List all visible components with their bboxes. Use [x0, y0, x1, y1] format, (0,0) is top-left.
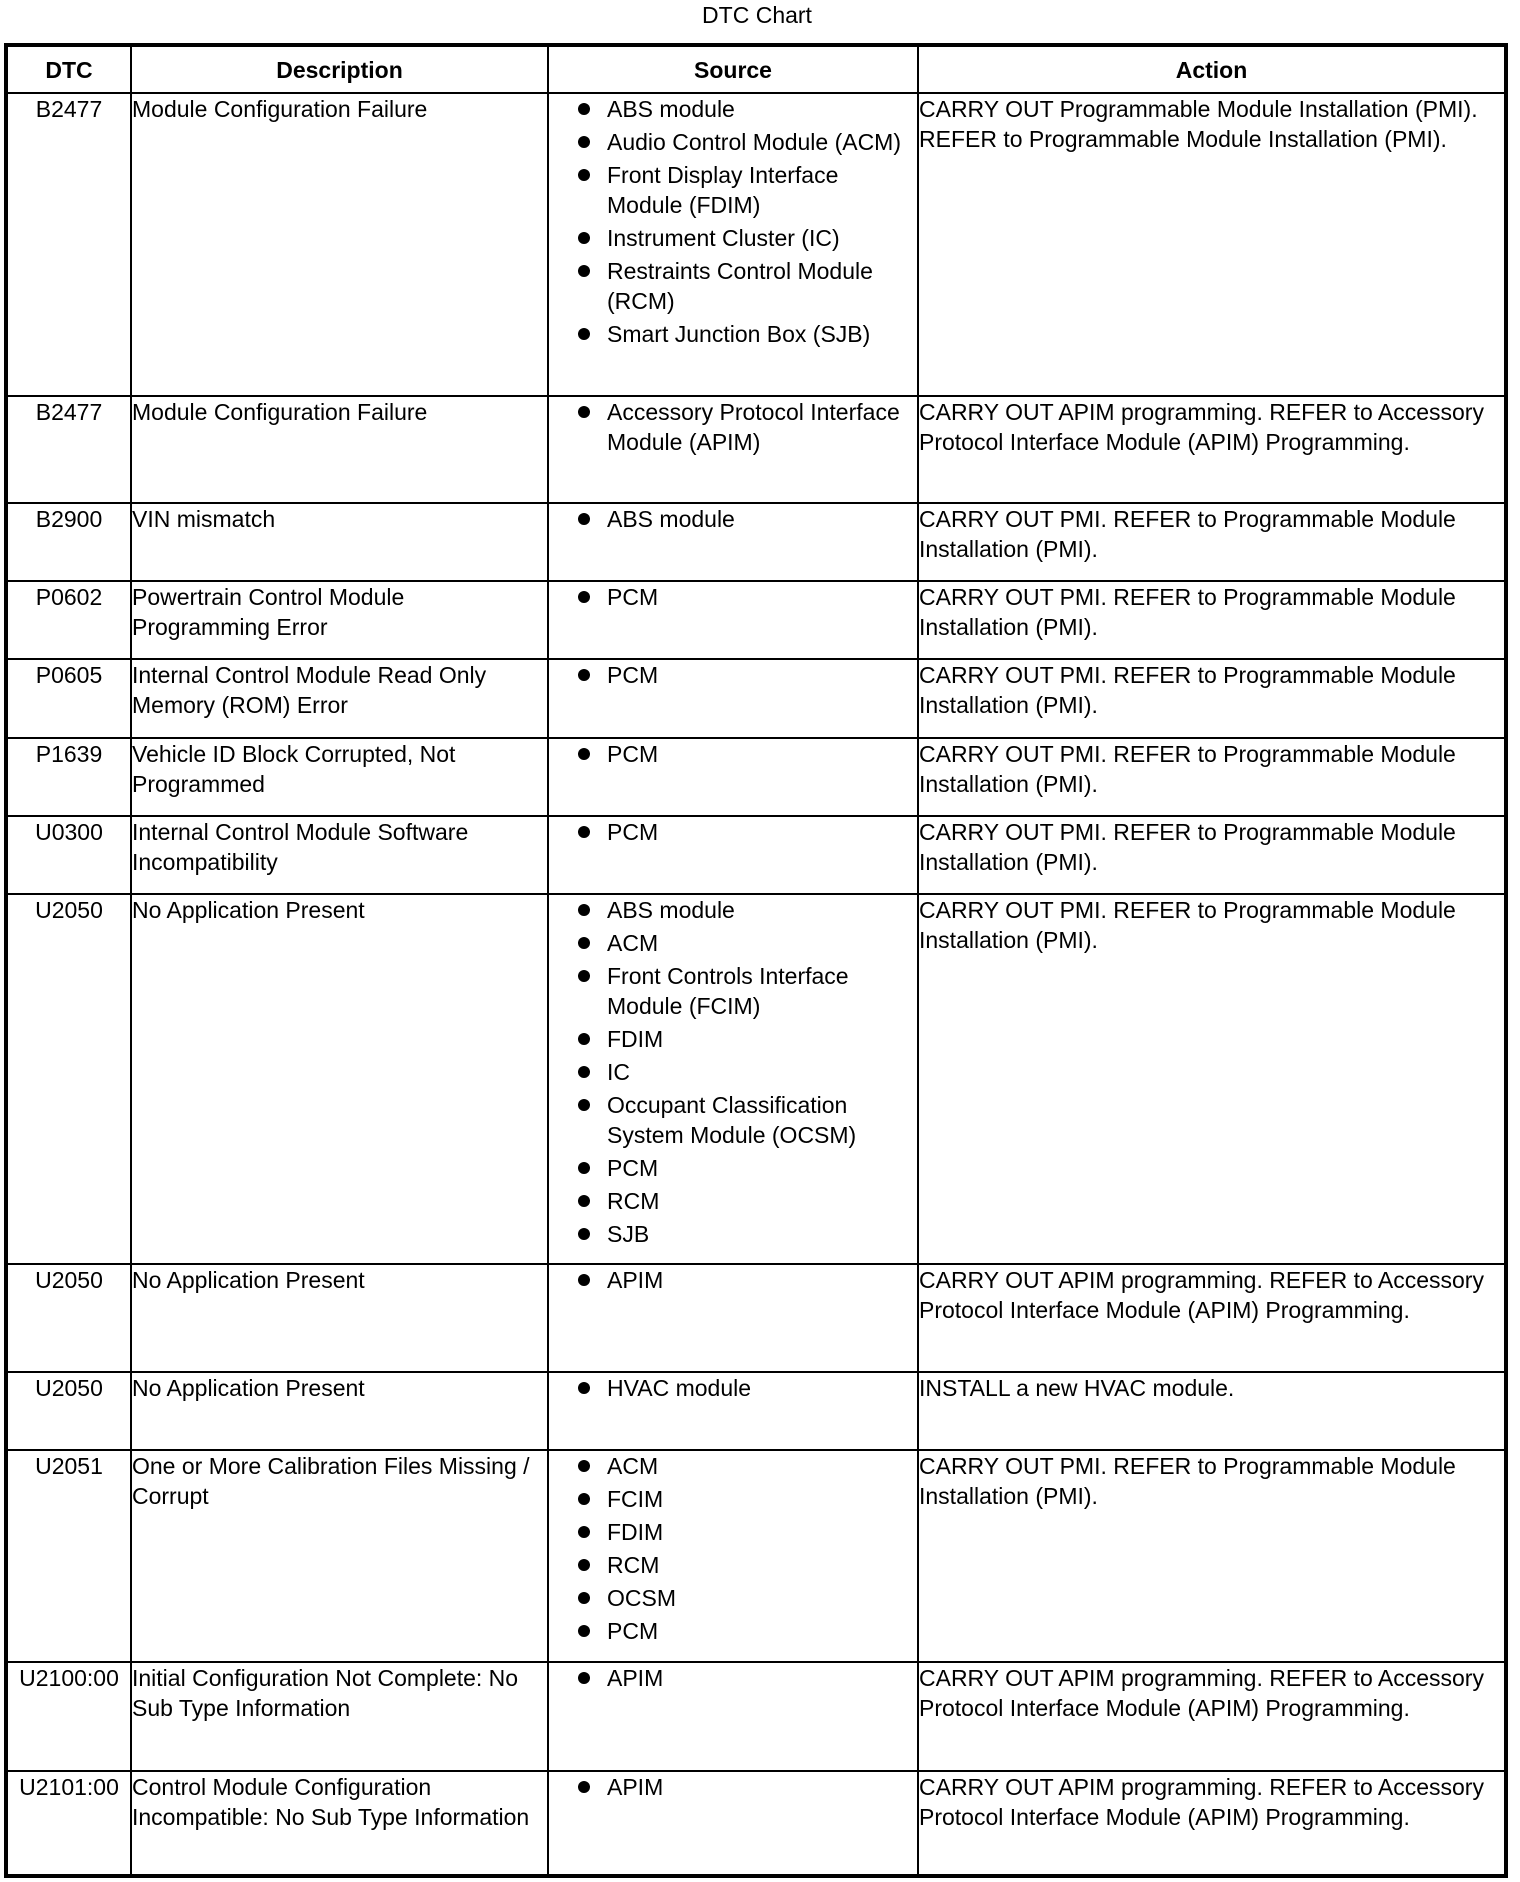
source-list [549, 1772, 917, 1802]
source-list-item: Front Display Interface Module (FDIM) [607, 160, 907, 220]
dtc-source [548, 738, 918, 816]
dtc-code: P1639 [6, 738, 131, 816]
table-row [6, 396, 1506, 503]
dtc-action: CARRY OUT PMI. REFER to Programmable Module Installation (PMI). [918, 894, 1506, 1264]
dtc-code: U2051 [6, 1450, 131, 1662]
dtc-description: Initial Configuration Not Complete: No Sub Type Information [131, 1662, 548, 1771]
source-list [549, 1373, 917, 1403]
source-list-item: ABS module [607, 895, 907, 925]
source-list [549, 895, 917, 1249]
dtc-description: Powertrain Control Module Programming Error [131, 581, 548, 659]
source-list-item: Instrument Cluster (IC) [607, 223, 907, 253]
dtc-description: Vehicle ID Block Corrupted, Not Programmed [131, 738, 548, 816]
dtc-action: CARRY OUT PMI. REFER to Programmable Module Installation (PMI). [918, 503, 1506, 581]
table-row [6, 1662, 1506, 1771]
table-row [6, 93, 1506, 396]
dtc-action: CARRY OUT APIM programming. REFER to Accessory Protocol Interface Module (APIM) Programming. [918, 396, 1506, 503]
source-list-item: Audio Control Module (ACM) [607, 127, 907, 157]
source-list-item: Accessory Protocol Interface Module (APIM) [607, 397, 907, 457]
source-list-item: PCM [607, 1616, 907, 1646]
table-header-row [6, 45, 1506, 93]
source-list-item: ACM [607, 1451, 907, 1481]
dtc-action: CARRY OUT Programmable Module Installation (PMI). REFER to Programmable Module Installation (PMI). [918, 93, 1506, 396]
table-body [6, 93, 1506, 1876]
column-header-action: Action [918, 45, 1506, 93]
table-row [6, 1771, 1506, 1876]
dtc-action: CARRY OUT APIM programming. REFER to Accessory Protocol Interface Module (APIM) Programming. [918, 1771, 1506, 1876]
source-list [549, 660, 917, 690]
dtc-code: U2050 [6, 1264, 131, 1372]
source-list [549, 397, 917, 457]
dtc-action: CARRY OUT PMI. REFER to Programmable Module Installation (PMI). [918, 659, 1506, 738]
dtc-source [548, 581, 918, 659]
source-list [549, 582, 917, 612]
dtc-source [548, 93, 918, 396]
dtc-description: No Application Present [131, 1264, 548, 1372]
dtc-action: CARRY OUT APIM programming. REFER to Accessory Protocol Interface Module (APIM) Programming. [918, 1264, 1506, 1372]
source-list [549, 1451, 917, 1646]
dtc-source [548, 1264, 918, 1372]
column-header-source: Source [548, 45, 918, 93]
source-list-item: ABS module [607, 504, 907, 534]
dtc-code: U2050 [6, 1372, 131, 1450]
dtc-description: Module Configuration Failure [131, 396, 548, 503]
table-row [6, 894, 1506, 1264]
dtc-source [548, 1450, 918, 1662]
source-list-item: Occupant Classification System Module (OCSM) [607, 1090, 907, 1150]
table-row [6, 659, 1506, 738]
dtc-description: VIN mismatch [131, 503, 548, 581]
dtc-code: B2900 [6, 503, 131, 581]
source-list-item: Smart Junction Box (SJB) [607, 319, 907, 349]
dtc-code: U0300 [6, 816, 131, 894]
column-header-description: Description [131, 45, 548, 93]
source-list-item: SJB [607, 1219, 907, 1249]
dtc-action: CARRY OUT PMI. REFER to Programmable Module Installation (PMI). [918, 816, 1506, 894]
source-list-item: APIM [607, 1772, 907, 1802]
dtc-description: No Application Present [131, 1372, 548, 1450]
source-list-item: ABS module [607, 94, 907, 124]
dtc-table [4, 43, 1508, 1878]
table-row [6, 738, 1506, 816]
source-list-item: FDIM [607, 1517, 907, 1547]
source-list-item: PCM [607, 817, 907, 847]
table-row [6, 816, 1506, 894]
dtc-action: CARRY OUT PMI. REFER to Programmable Module Installation (PMI). [918, 1450, 1506, 1662]
source-list-item: RCM [607, 1550, 907, 1580]
dtc-code: P0602 [6, 581, 131, 659]
source-list [549, 1265, 917, 1295]
column-header-dtc: DTC [6, 45, 131, 93]
source-list-item: PCM [607, 1153, 907, 1183]
dtc-code: U2100:00 [6, 1662, 131, 1771]
table-row [6, 1450, 1506, 1662]
dtc-description: Control Module Configuration Incompatible: No Sub Type Information [131, 1771, 548, 1876]
source-list-item: FDIM [607, 1024, 907, 1054]
dtc-action: INSTALL a new HVAC module. [918, 1372, 1506, 1450]
dtc-source [548, 503, 918, 581]
source-list-item: RCM [607, 1186, 907, 1216]
source-list-item: APIM [607, 1663, 907, 1693]
dtc-description: Module Configuration Failure [131, 93, 548, 396]
source-list-item: APIM [607, 1265, 907, 1295]
dtc-source [548, 1372, 918, 1450]
dtc-source [548, 659, 918, 738]
source-list [549, 817, 917, 847]
dtc-action: CARRY OUT PMI. REFER to Programmable Module Installation (PMI). [918, 738, 1506, 816]
source-list-item: HVAC module [607, 1373, 907, 1403]
dtc-description: Internal Control Module Software Incompatibility [131, 816, 548, 894]
source-list-item: Restraints Control Module (RCM) [607, 256, 907, 316]
dtc-source [548, 894, 918, 1264]
dtc-source [548, 1771, 918, 1876]
page-title: DTC Chart [702, 2, 812, 28]
source-list-item: Front Controls Interface Module (FCIM) [607, 961, 907, 1021]
table-row [6, 1264, 1506, 1372]
source-list [549, 94, 917, 349]
table-row [6, 581, 1506, 659]
source-list-item: IC [607, 1057, 907, 1087]
dtc-code: B2477 [6, 396, 131, 503]
source-list-item: OCSM [607, 1583, 907, 1613]
dtc-action: CARRY OUT APIM programming. REFER to Accessory Protocol Interface Module (APIM) Programming. [918, 1662, 1506, 1771]
dtc-source [548, 1662, 918, 1771]
source-list [549, 1663, 917, 1693]
source-list [549, 739, 917, 769]
source-list-item: FCIM [607, 1484, 907, 1514]
dtc-code: U2050 [6, 894, 131, 1264]
source-list-item: ACM [607, 928, 907, 958]
dtc-code: P0605 [6, 659, 131, 738]
dtc-action: CARRY OUT PMI. REFER to Programmable Module Installation (PMI). [918, 581, 1506, 659]
source-list-item: PCM [607, 582, 907, 612]
table-row [6, 1372, 1506, 1450]
dtc-description: One or More Calibration Files Missing / Corrupt [131, 1450, 548, 1662]
dtc-code: B2477 [6, 93, 131, 396]
source-list-item: PCM [607, 660, 907, 690]
dtc-description: No Application Present [131, 894, 548, 1264]
dtc-source [548, 396, 918, 503]
dtc-description: Internal Control Module Read Only Memory (ROM) Error [131, 659, 548, 738]
dtc-source [548, 816, 918, 894]
source-list [549, 504, 917, 534]
source-list-item: PCM [607, 739, 907, 769]
dtc-code: U2101:00 [6, 1771, 131, 1876]
table-row [6, 503, 1506, 581]
